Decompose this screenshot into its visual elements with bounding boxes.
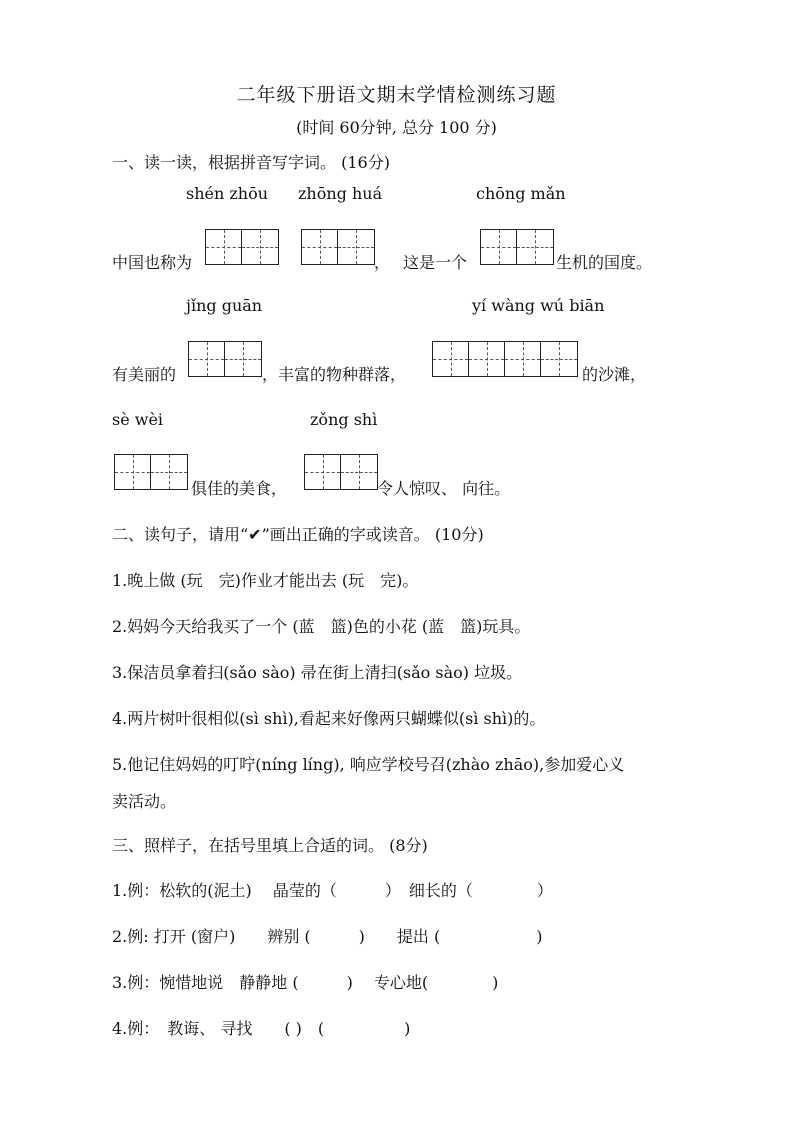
s3-question-3: 3.例：惋惜地说 静静地 ( ) 专心地( ) [112,973,499,992]
s2-question-4: 4.两片树叶很相似(sì shì),看起来好像两只蝴蝶似(sì shì)的。 [112,709,546,728]
pinyin-sewei: sè wèi [112,410,164,429]
line1-text-c: 这是一个 [403,253,468,272]
line2-text-b: ，丰富的物种群落， [262,365,407,384]
grid-cell[interactable] [541,342,577,376]
s3-question-1: 1.例：松软的(泥土) 晶莹的（ ） 细长的（ ） [112,881,553,900]
s3-question-2: 2.例: 打开 (窗户) 辨别 ( ) 提出 ( ) [112,927,543,946]
line1-text-b: ， [374,253,391,272]
writing-grid-sewei[interactable] [114,454,188,490]
grid-cell[interactable] [469,342,505,376]
grid-cell[interactable] [433,342,469,376]
grid-cell[interactable] [505,342,541,376]
s2-question-5: 5.他记住妈妈的叮咛(níng líng), 响应学校号召(zhào zhāo),参加爱心义 [112,755,625,774]
grid-cell[interactable] [225,342,261,376]
section-1-heading: 一、读一读，根据拼音写字词。 (16分) [112,153,390,172]
writing-grid-zhonghua[interactable] [301,229,375,265]
grid-cell[interactable] [151,455,187,489]
pinyin-jingguan: jǐng guān [186,296,263,315]
writing-grid-jingguan[interactable] [188,341,262,377]
section-2-heading: 二、读句子，请用“✔”画出正确的字或读音。 (10分) [112,525,484,544]
exam-info: (时间 60分钟, 总分 100 分) [296,118,497,137]
pinyin-zongshi: zǒng shì [310,410,378,429]
grid-cell[interactable] [305,455,341,489]
section-3-heading: 三、照样子，在括号里填上合适的词。 (8分) [112,836,428,855]
grid-cell[interactable] [481,230,517,264]
s3-question-4: 4.例： 教诲、 寻找 ( ) ( ) [112,1019,411,1038]
line2-text-a: 有美丽的 [112,365,177,384]
pinyin-chongman: chōng mǎn [476,184,566,203]
grid-cell[interactable] [341,455,377,489]
line3-text-a: 俱佳的美食， [191,479,288,498]
s2-question-3: 3.保洁员拿着扫(sǎo sào) 帚在街上清扫(sǎo sào) 垃圾。 [112,663,523,682]
writing-grid-zongshi[interactable] [304,454,378,490]
grid-cell[interactable] [189,342,225,376]
line1-text-d: 生机的国度。 [556,253,653,272]
pinyin-shenzhou: shén zhōu [186,184,269,203]
line2-text-c: 的沙滩， [582,365,647,384]
s2-question-2: 2.妈妈今天给我买了一个 (蓝 篮)色的小花 (蓝 篮)玩具。 [112,617,531,636]
writing-grid-shenzhou[interactable] [205,229,279,265]
grid-cell[interactable] [517,230,553,264]
writing-grid-chongman[interactable] [480,229,554,265]
writing-grid-yiwangwubian[interactable] [432,341,578,377]
line1-text-a: 中国也称为 [112,253,193,272]
grid-cell[interactable] [242,230,278,264]
grid-cell[interactable] [338,230,374,264]
grid-cell[interactable] [115,455,151,489]
grid-cell[interactable] [206,230,242,264]
pinyin-zhonghua: zhōng huá [298,184,383,203]
grid-cell[interactable] [302,230,338,264]
s2-question-1: 1.晚上做 (玩 完)作业才能出去 (玩 完)。 [112,571,419,590]
s2-question-5-cont: 卖活动。 [112,792,177,811]
pinyin-yiwangwubian: yí wàng wú biān [472,296,605,315]
page-title: 二年级下册语文期末学情检测练习题 [236,84,557,106]
line3-text-b: 令人惊叹、 向往。 [377,479,511,498]
